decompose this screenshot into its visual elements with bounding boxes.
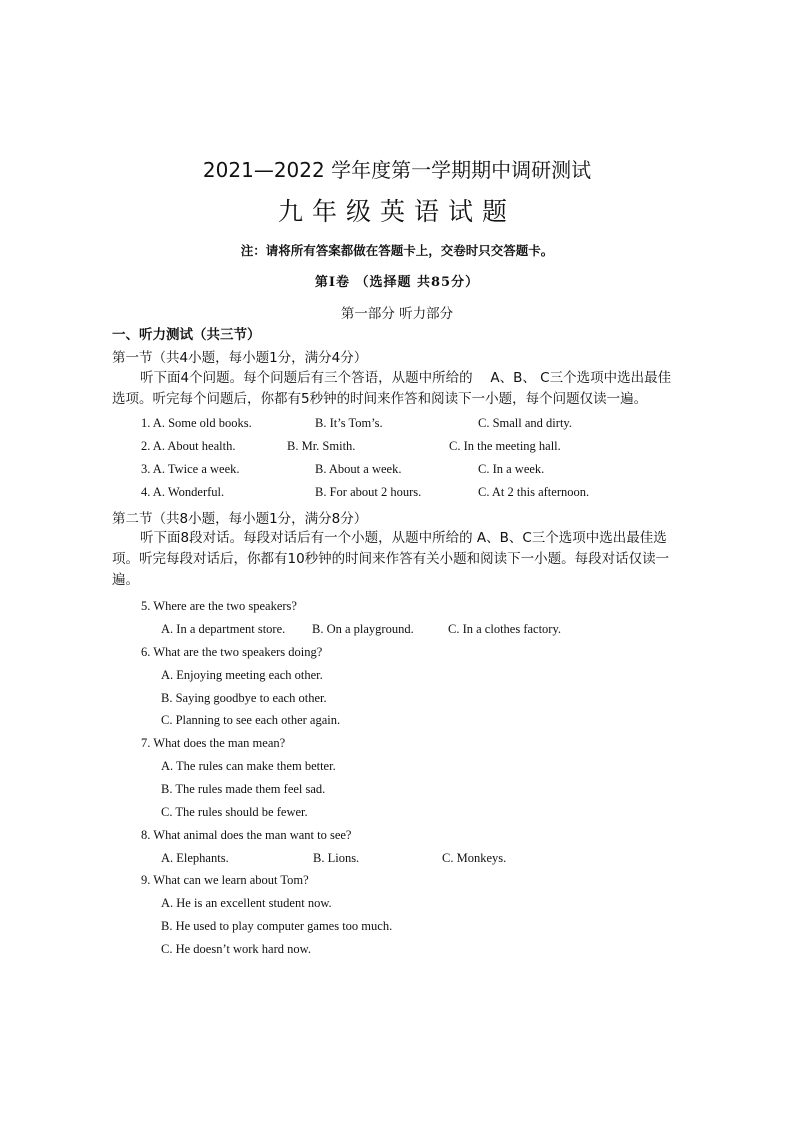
- q8-option-b: B. Lions.: [313, 851, 360, 865]
- q8-question: 8. What animal does the man want to see?: [141, 828, 352, 842]
- q8-option-a: A. Elephants.: [161, 851, 229, 865]
- section1-instructions: 听下面4个问题。每个问题后有三个答语，从题中所给的 A、B、 C三个选项中选出最佳选项。听完每个问题后，你都有5秒钟的时间来作答和阅读下一小题，每个问题仅读一遍。: [112, 370, 672, 407]
- q2-option-a: 2. A. About health.: [141, 439, 236, 453]
- q1-option-c: C. Small and dirty.: [478, 416, 572, 430]
- part-heading: 第一部分 听力部分: [340, 306, 454, 322]
- q3-option-c: C. In a week.: [478, 462, 545, 476]
- q6-option-c: C. Planning to see each other again.: [161, 713, 341, 727]
- q6-option-b: B. Saying goodbye to each other.: [161, 691, 327, 705]
- q8-option-c: C. Monkeys.: [442, 851, 507, 865]
- q4-option-b: B. For about 2 hours.: [315, 485, 422, 499]
- q2-option-c: C. In the meeting hall.: [449, 439, 561, 453]
- exam-subtitle: 九年级英语试题: [277, 197, 516, 226]
- q7-question: 7. What does the man mean?: [141, 736, 286, 750]
- q9-option-b: B. He used to play computer games too much.: [161, 919, 393, 933]
- q5-option-b: B. On a playground.: [312, 622, 414, 636]
- volume-heading: 第Ⅰ卷 （选择题 共85分）: [314, 275, 480, 290]
- q3-option-a: 3. A. Twice a week.: [141, 462, 240, 476]
- q6-option-a: A. Enjoying meeting each other.: [161, 668, 323, 682]
- section2-instructions: 听下面8段对话。每段对话后有一个小题，从题中所给的 A、B、C三个选项中选出最佳选项。听完每段对话后，你都有10秒钟的时间来作答有关小题和阅读下一小题。每段对话仅读一遍。: [112, 530, 670, 588]
- q5-option-a: A. In a department store.: [161, 622, 286, 636]
- q9-option-c: C. He doesn’t work hard now.: [161, 942, 311, 956]
- q5-question: 5. Where are the two speakers?: [141, 599, 297, 613]
- q1-option-a: 1. A. Some old books.: [141, 416, 252, 430]
- q3-option-b: B. About a week.: [315, 462, 402, 476]
- q1-option-b: B. It’s Tom’s.: [315, 416, 383, 430]
- q4-option-c: C. At 2 this afternoon.: [478, 485, 590, 499]
- q5-option-c: C. In a clothes factory.: [448, 622, 562, 636]
- q7-option-c: C. The rules should be fewer.: [161, 805, 308, 819]
- q7-option-b: B. The rules made them feel sad.: [161, 782, 326, 796]
- exam-title: 2021—2022 学年度第一学期期中调研测试: [202, 158, 592, 182]
- q9-option-a: A. He is an excellent student now.: [161, 896, 332, 910]
- q9-question: 9. What can we learn about Tom?: [141, 873, 309, 887]
- q6-question: 6. What are the two speakers doing?: [141, 645, 323, 659]
- q2-option-b: B. Mr. Smith.: [287, 439, 356, 453]
- listening-section-heading: 一、听力测试（共三节）: [112, 327, 261, 343]
- q7-option-a: A. The rules can make them better.: [161, 759, 336, 773]
- q4-option-a: 4. A. Wonderful.: [141, 485, 225, 499]
- exam-note: 注：请将所有答案都做在答题卡上，交卷时只交答题卡。: [240, 243, 554, 258]
- section1-heading: 第一节（共4小题，每小题1分，满分4分）: [112, 350, 368, 366]
- section2-heading: 第二节（共8小题，每小题1分，满分8分）: [112, 511, 368, 527]
